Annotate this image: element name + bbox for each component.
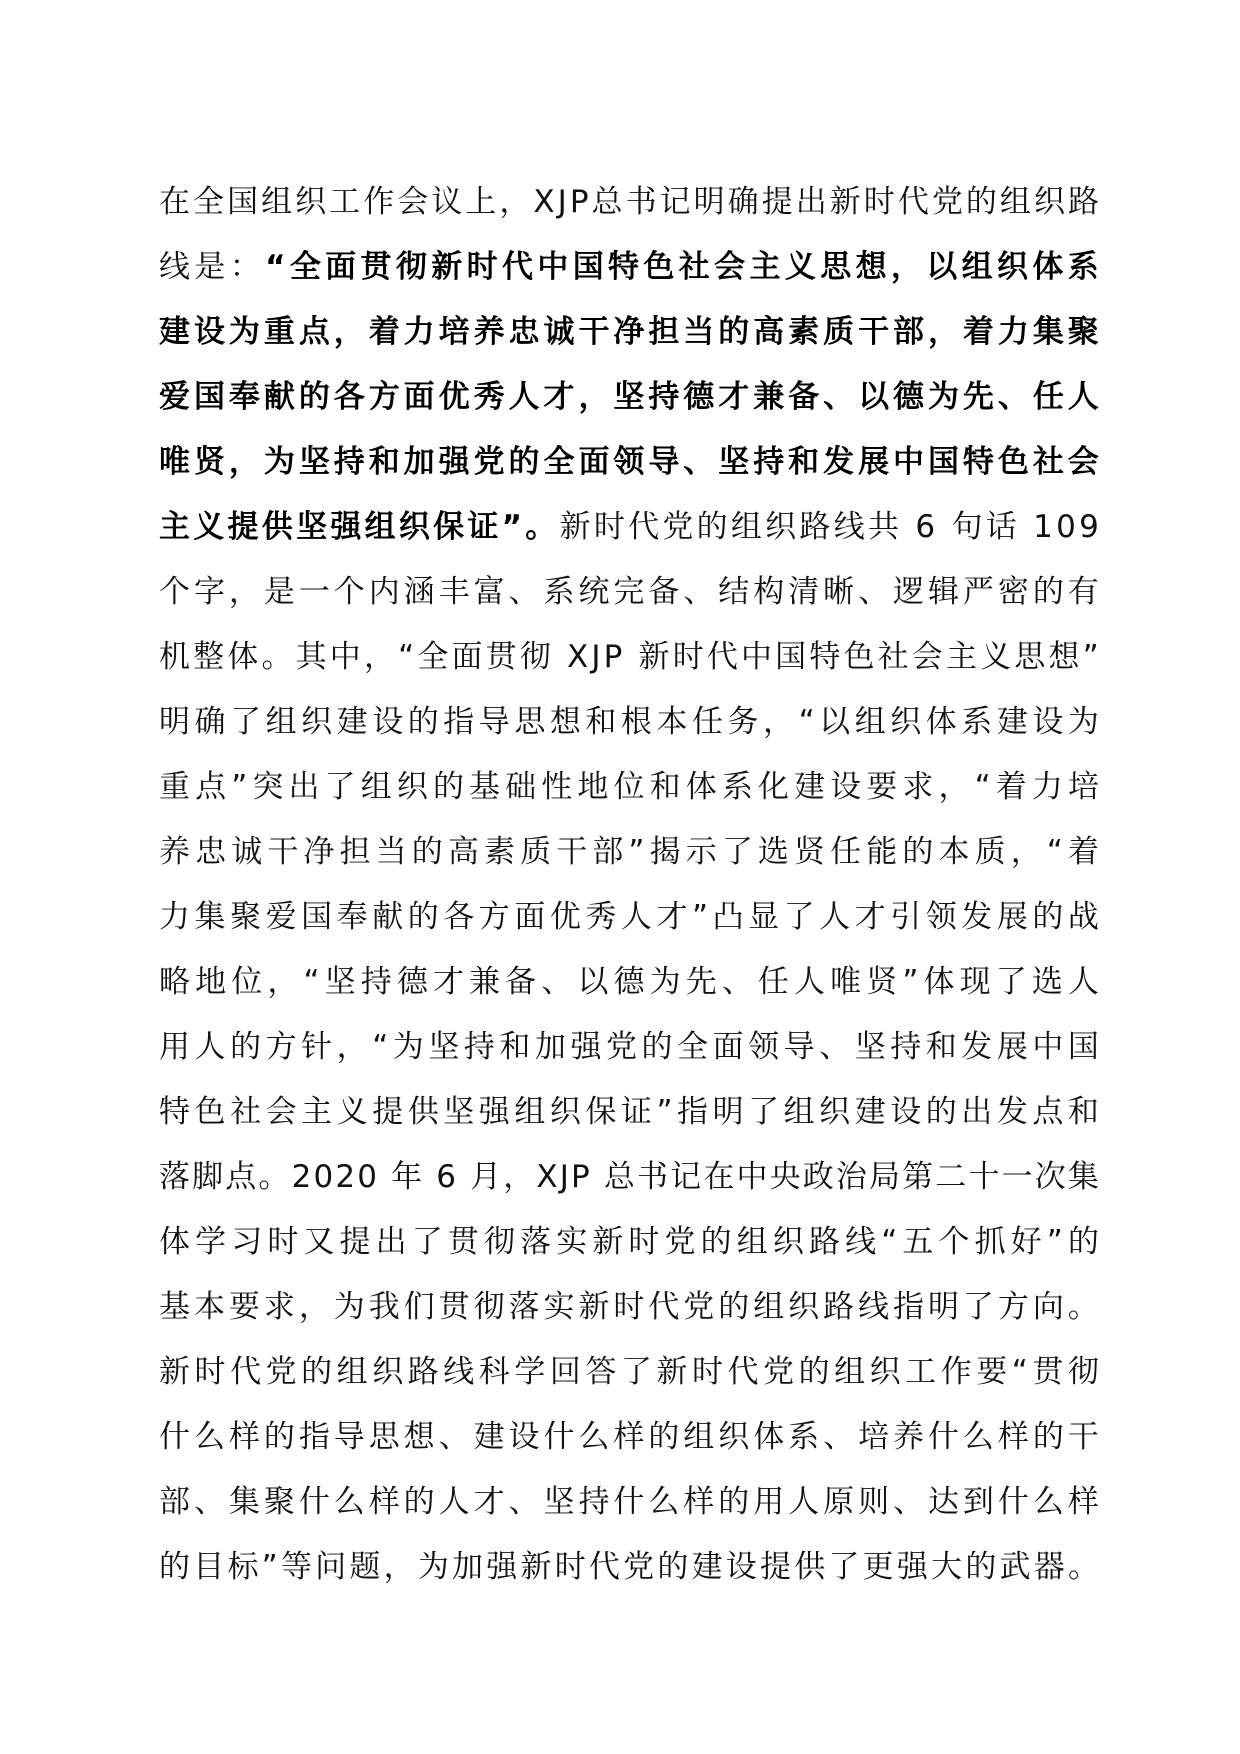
text-line: 什 么 样 的 指 导 思 想 、 建 设 什 么 样 的 组 织 体 系 、 培 养 什 么 样 的 干 [159, 1419, 1099, 1455]
text-line: 个 字 ， 是 一 个 内 涵 丰 富 、 系 统 完 备 、 结 构 清 晰 、 逻 辑 严 密 的 有 [159, 574, 1099, 610]
text-line: 用 人 的 方 针 ， “ 为 坚 持 和 加 强 党 的 全 面 领 导 、 坚 持 和 发 展 中 国 [159, 1029, 1099, 1065]
text-line: 体 学 习 时 又 提 出 了 贯 彻 落 实 新 时 党 的 组 织 路 线 “ 五 个 抓 好 ” 的 [159, 1224, 1099, 1260]
text-line: 爱 国 奉 献 的 各 方 面 优 秀 人 才 ， 坚 持 德 才 兼 备 、 以 德 为 先 、 任 人 [159, 379, 1099, 415]
text-line: 线 是 ： “ 全 面 贯 彻 新 时 代 中 国 特 色 社 会 主 义 思 想 ， 以 组 织 体 系 [159, 249, 1099, 285]
text-line: 唯 贤 ， 为 坚 持 和 加 强 党 的 全 面 领 导 、 坚 持 和 发 展 中 国 特 色 社 会 [159, 444, 1099, 480]
text-line: 新 时 代 党 的 组 织 路 线 科 学 回 答 了 新 时 代 党 的 组 织 工 作 要 “ 贯 彻 [159, 1354, 1099, 1390]
body-paragraph [159, 170, 1099, 1600]
text-line: 建 设 为 重 点 ， 着 力 培 养 忠 诚 干 净 担 当 的 高 素 质 干 部 ， 着 力 集 聚 [159, 314, 1099, 350]
text-line: 特 色 社 会 主 义 提 供 坚 强 组 织 保 证 ” 指 明 了 组 织 建 设 的 出 发 点 和 [159, 1094, 1099, 1130]
text-line: 机 整 体 。 其 中 ， “ 全 面 贯 彻 X J P 新 时 代 中 国 特 色 社 会 主 义 思 想 ” [159, 639, 1099, 675]
text-line: 落 脚 点 。 2 0 2 0 年 6 月 ， X J P 总 书 记 在 中 央 政 治 局 第 二 十 一 次 集 [159, 1159, 1099, 1195]
text-line: 基 本 要 求 ， 为 我 们 贯 彻 落 实 新 时 代 党 的 组 织 路 线 指 明 了 方 向 。 [159, 1289, 1099, 1325]
text-line: 重 点 ” 突 出 了 组 织 的 基 础 性 地 位 和 体 系 化 建 设 要 求 ， “ 着 力 培 [159, 769, 1099, 805]
text-line: 养 忠 诚 干 净 担 当 的 高 素 质 干 部 ” 揭 示 了 选 贤 任 能 的 本 质 ， “ 着 [159, 834, 1099, 870]
text-line: 主 义 提 供 坚 强 组 织 保 证 ” 。 新 时 代 党 的 组 织 路 线 共 6 句 话 1 0 9 [159, 509, 1099, 545]
text-line: 的 目 标 ” 等 问 题 ， 为 加 强 新 时 代 党 的 建 设 提 供 了 更 强 大 的 武 器 。 [159, 1549, 1099, 1585]
text-line: 力 集 聚 爱 国 奉 献 的 各 方 面 优 秀 人 才 ” 凸 显 了 人 才 引 领 发 展 的 战 [159, 899, 1099, 935]
text-line: 部 、 集 聚 什 么 样 的 人 才 、 坚 持 什 么 样 的 用 人 原 则 、 达 到 什 么 样 [159, 1484, 1099, 1520]
text-line: 略 地 位 ， “ 坚 持 德 才 兼 备 、 以 德 为 先 、 任 人 唯 贤 ” 体 现 了 选 人 [159, 964, 1099, 1000]
text-line: 明 确 了 组 织 建 设 的 指 导 思 想 和 根 本 任 务 ， “ 以 组 织 体 系 建 设 为 [159, 704, 1099, 740]
text-line: 在 全 国 组 织 工 作 会 议 上 ， X J P 总 书 记 明 确 提 出 新 时 代 党 的 组 织 路 [159, 184, 1099, 220]
